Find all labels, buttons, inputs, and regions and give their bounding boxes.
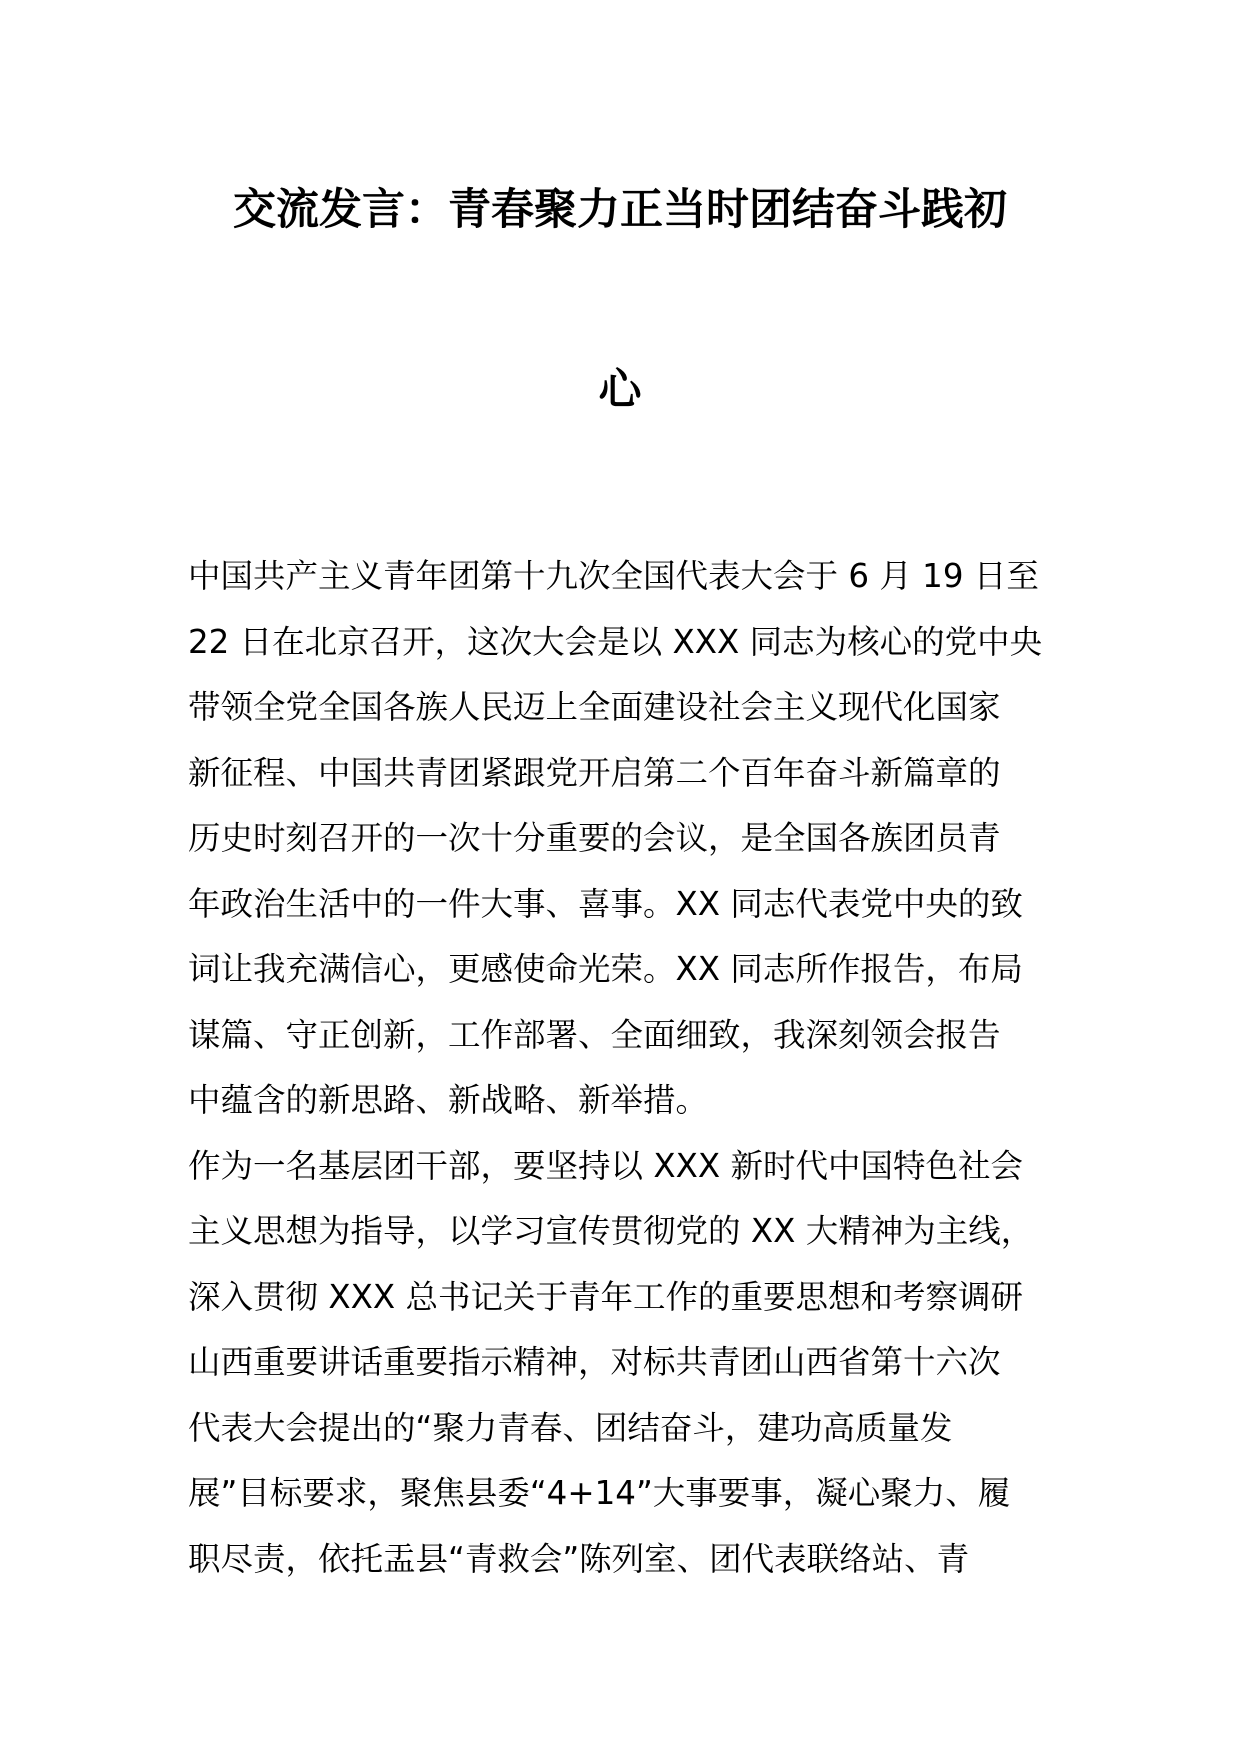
body-line: 中国共产主义青年团第十九次全国代表大会于 6 月 19 日至	[188, 557, 1039, 595]
body-line: 代表大会提出的“聚力青春、团结奋斗，建功高质量发	[188, 1408, 953, 1447]
body-line: 展”目标要求，聚焦县委“4+14”大事要事，凝心聚力、履	[188, 1474, 1011, 1512]
document-title-line-1: 交流发言：青春聚力正当时团结奋斗践初	[233, 185, 1007, 235]
body-line: 山西重要讲话重要指示精神，对标共青团山西省第十六次	[188, 1343, 1001, 1381]
body-line: 深入贯彻 XXX 总书记关于青年工作的重要思想和考察调研	[188, 1277, 1023, 1316]
body-line: 新征程、中国共青团紧跟党开启第二个百年奋斗新篇章的	[188, 753, 1001, 792]
body-line: 主义思想为指导，以学习宣传贯彻党的 XX 大精神为主线，	[188, 1212, 1034, 1250]
body-line: 带领全党全国各族人民迈上全面建设社会主义现代化国家	[188, 688, 1001, 726]
body-line: 22 日在北京召开，这次大会是以 XXX 同志为核心的党中央	[188, 622, 1043, 661]
document-body	[188, 544, 1058, 1592]
document-title-line-2: 心	[598, 365, 642, 415]
body-line: 作为一名基层团干部，要坚持以 XXX 新时代中国特色社会	[188, 1146, 1023, 1185]
body-line: 年政治生活中的一件大事、喜事。XX 同志代表党中央的致	[188, 884, 1023, 923]
body-line: 中蕴含的新思路、新战略、新举措。	[188, 1081, 709, 1119]
body-line: 谋篇、守正创新，工作部署、全面细致，我深刻领会报告	[188, 1015, 1001, 1054]
body-line: 职尽责，依托盂县“青救会”陈列室、团代表联络站、青	[188, 1539, 970, 1578]
body-line: 历史时刻召开的一次十分重要的会议，是全国各族团员青	[188, 819, 1001, 857]
body-line: 词让我充满信心，更感使命光荣。XX 同志所作报告，布局	[188, 950, 1023, 988]
